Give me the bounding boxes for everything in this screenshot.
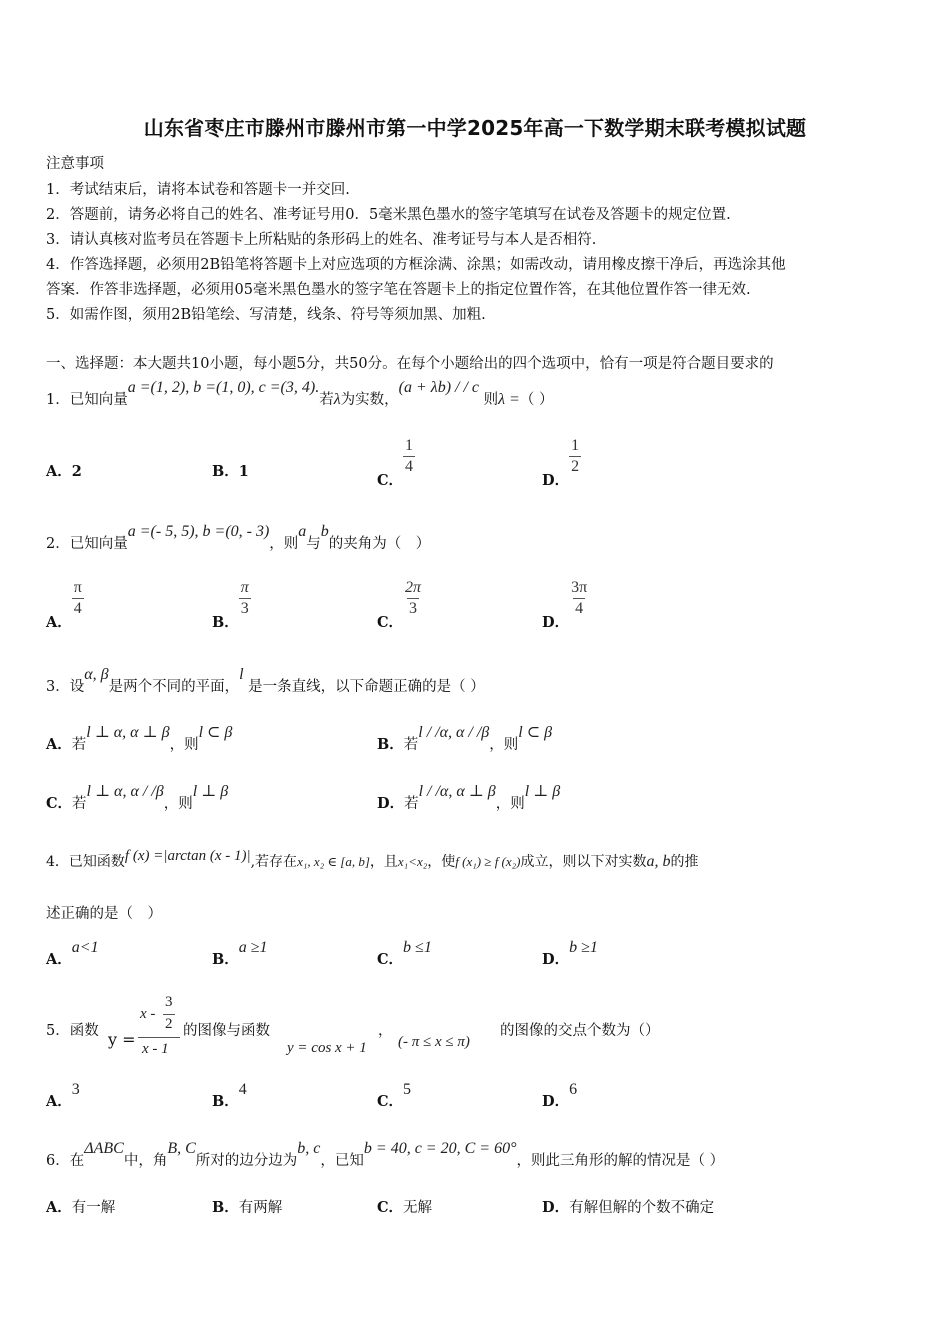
q5-option-c[interactable] <box>377 1081 412 1111</box>
question-text: 是一条直线，以下命题正确的是（ ） <box>248 679 485 695</box>
q6-option-c[interactable] <box>377 1196 432 1217</box>
option-text: 有一解 <box>71 1200 116 1216</box>
q3-option-a[interactable] <box>46 724 233 754</box>
question-text: ，且 <box>369 854 398 870</box>
question-text: 成立，则以下对实数 <box>520 854 647 870</box>
fraction <box>403 436 415 477</box>
q1-option-d[interactable] <box>542 436 581 489</box>
math-expression: a ≥1 <box>238 939 268 956</box>
math-expression: l ⊂ β <box>518 724 553 741</box>
option-value: 3 <box>71 1081 80 1098</box>
q6-option-d[interactable] <box>542 1196 714 1217</box>
inner-numerator: 3 <box>165 994 173 1010</box>
option-text: 有解但解的个数不确定 <box>569 1200 715 1216</box>
math-expression: b, c <box>297 1140 321 1157</box>
option-text: ，则 <box>489 737 519 753</box>
q5-option-d[interactable] <box>542 1081 578 1111</box>
fraction <box>72 578 84 619</box>
q2-option-d[interactable] <box>542 578 589 631</box>
option-label: B． <box>212 463 239 480</box>
q4-option-b[interactable] <box>212 939 268 969</box>
fraction-numerator: 3π <box>571 579 588 596</box>
question-3 <box>46 666 485 696</box>
question-text: 设 <box>69 679 85 695</box>
inner-denominator: 2 <box>165 1016 173 1032</box>
math-expression: λ = <box>498 391 520 408</box>
fraction-denominator: 3 <box>240 600 249 617</box>
fraction-denominator: 4 <box>405 458 414 475</box>
question-number: 6． <box>46 1153 70 1169</box>
fraction <box>569 436 581 477</box>
fraction-denominator: 4 <box>575 600 584 617</box>
notice-item-1: 1．考试结束后，请将本试卷和答题卡一并交回. <box>46 182 350 198</box>
math-expression: b ≤1 <box>403 939 432 956</box>
math-expression: b <box>320 523 329 540</box>
main-fraction-bar <box>138 1037 180 1038</box>
q4-option-c[interactable] <box>377 939 432 969</box>
question-text: ，则 <box>269 536 299 552</box>
math-expression: b ≥1 <box>569 939 598 956</box>
math-expression: ΔABC <box>84 1140 124 1157</box>
fraction-numerator: π <box>240 579 249 596</box>
math-expression: y = <box>108 1030 136 1049</box>
math-expression: a =(- 5, 5), b =(0, - 3) <box>127 523 270 540</box>
option-text: 若 <box>403 737 419 753</box>
question-text: 若 <box>319 392 334 408</box>
math-expression: l / /α, α / /β <box>418 724 490 741</box>
option-label: A． <box>46 951 72 968</box>
fraction-numerator: π <box>73 579 82 596</box>
q4-option-d[interactable] <box>542 939 598 969</box>
fraction-denominator: 4 <box>73 600 82 617</box>
math-expression: a, b <box>646 853 671 870</box>
question-1 <box>46 379 554 409</box>
math-expression: f (x₁) ≥ f (x₂) <box>455 854 521 869</box>
math-expression: B, C <box>167 1140 196 1157</box>
fraction-denominator: 2 <box>571 458 580 475</box>
q6-option-b[interactable] <box>212 1196 282 1217</box>
option-label: C． <box>377 471 404 489</box>
math-expression: x₁<x₂ <box>397 854 428 869</box>
option-text: 有两解 <box>238 1200 283 1216</box>
question-2 <box>46 523 431 553</box>
option-label: C． <box>46 795 73 812</box>
question-text: 与 <box>306 536 321 552</box>
option-label: D． <box>542 1093 570 1110</box>
fraction <box>403 578 423 619</box>
question-text: ，则此三角形的解的情况是（ ） <box>516 1153 725 1169</box>
math-expression: (a + λb) / / c <box>398 379 480 396</box>
notice-item-4-cont: 答案．作答非选择题，必须用05毫米黑色墨水的签字笔在答题卡上的指定位置作答，在其他位置作答一律无效. <box>46 282 751 298</box>
option-label: D． <box>542 1199 570 1216</box>
fraction <box>569 578 589 619</box>
option-label: B． <box>212 951 239 968</box>
question-4-continued: 述正确的是（ ） <box>46 906 162 922</box>
notice-item-2: 2．答题前，请务必将自己的姓名、准考证号用0．5毫米黑色墨水的签字笔填写在试卷及答题卡的规定位置. <box>46 207 731 223</box>
option-text: 若 <box>72 796 87 812</box>
option-label: B． <box>212 1093 239 1110</box>
question-number: 5． <box>46 1023 70 1039</box>
q2-option-a[interactable] <box>46 578 84 631</box>
question-5-prefix <box>46 1019 99 1040</box>
option-label: C． <box>377 951 404 968</box>
option-label: D． <box>542 613 570 631</box>
notice-item-5: 5．如需作图，须用2B铅笔绘、写清楚，线条、符号等须加黑、加粗. <box>46 307 486 323</box>
question-text: 已知函数 <box>68 854 125 870</box>
option-label: B． <box>377 736 404 753</box>
question-number: 4． <box>46 854 69 870</box>
question-text: 则 <box>483 392 499 408</box>
math-expression: l ⊥ β <box>524 783 561 800</box>
section-heading: 一、选择题：本大题共10小题，每小题5分，共50分。在每个小题给出的四个选项中，恰有一项是符合题目要求的 <box>46 356 774 372</box>
math-expression: α, β <box>84 666 109 683</box>
question-number: 3． <box>46 679 70 695</box>
question-text: 函数 <box>69 1023 99 1039</box>
math-expression: y = cos x + 1 <box>287 1040 367 1056</box>
fraction <box>239 578 251 619</box>
notice-heading: 注意事项 <box>46 156 104 172</box>
q5-option-a[interactable] <box>46 1081 80 1111</box>
question-text: 所对的边分边为 <box>195 1153 298 1169</box>
page-title: 山东省枣庄市滕州市滕州市第一中学2025年高一下数学期末联考模拟试题 <box>143 116 807 140</box>
q6-option-a[interactable] <box>46 1196 115 1217</box>
option-text: 若 <box>404 796 419 812</box>
math-expression: a <box>298 523 307 540</box>
option-label: B． <box>212 1199 239 1216</box>
notice-item-4: 4．作答选择题，必须用2B铅笔将答题卡上对应选项的方框涂满、涂黑；如需改动，请用橡皮擦干净后，再选涂其他 <box>46 257 786 273</box>
notice-item-3: 3．请认真核对监考员在答题卡上所粘贴的条形码上的姓名、准考证号与本人是否相符. <box>46 232 597 248</box>
q1-option-a[interactable] <box>46 460 82 481</box>
math-expression: a<1 <box>71 939 99 956</box>
option-value: 6 <box>569 1081 578 1098</box>
math-expression: l / /α, α ⊥ β <box>418 783 496 800</box>
fraction-denominator: 3 <box>409 600 418 617</box>
question-5-text: 的图像与函数 <box>183 1023 270 1039</box>
question-number: 1． <box>46 392 70 408</box>
math-expression: a =(1, 2), b =(1, 0), c =(3, 4). <box>127 379 320 396</box>
q3-option-d[interactable] <box>377 783 561 813</box>
math-expression: x₁, x₂ ∈ [a, b] <box>297 854 370 869</box>
option-label: A． <box>46 463 72 480</box>
math-expression: b = 40, c = 20, C = 60° <box>363 1140 517 1157</box>
option-value: 2 <box>71 463 82 480</box>
fraction-numerator-part: x - <box>140 1006 156 1022</box>
math-expression: λ <box>333 391 341 408</box>
complex-fraction <box>138 994 180 1064</box>
option-label: D． <box>377 795 405 812</box>
q3-option-c[interactable] <box>46 783 229 813</box>
option-label: D． <box>542 471 570 489</box>
option-value: 4 <box>238 1081 247 1098</box>
q1-option-c[interactable] <box>377 436 415 489</box>
option-label: A． <box>46 736 72 753</box>
option-label: A． <box>46 1199 72 1216</box>
question-5-tail: 的图像的交点个数为（） <box>500 1023 660 1039</box>
math-expression: l ⊥ α, α / /β <box>86 783 164 800</box>
option-text: ，则 <box>163 796 193 812</box>
question-text: ,若存在 <box>250 854 298 870</box>
fraction-numerator: 1 <box>571 437 580 454</box>
question-text: 为实数， <box>340 392 399 408</box>
question-4 <box>46 848 699 871</box>
question-text: 已知向量 <box>69 536 128 552</box>
option-label: A． <box>46 1093 72 1110</box>
question-text: 的推 <box>670 854 699 870</box>
math-expression: f (x) =|arctan (x - 1)| <box>124 848 251 864</box>
option-label: B． <box>212 613 239 631</box>
q1-option-b[interactable] <box>212 460 249 481</box>
option-label: C． <box>377 1199 404 1216</box>
fraction-numerator: 2π <box>405 579 422 596</box>
question-text: 已知向量 <box>69 392 128 408</box>
fraction-denominator: x - 1 <box>142 1041 169 1057</box>
question-5-comma: ， <box>378 1023 393 1039</box>
question-text: 的夹角为（ ） <box>328 536 431 552</box>
question-text: 是两个不同的平面， <box>108 679 240 695</box>
inner-fraction-bar <box>163 1014 175 1015</box>
question-number: 2． <box>46 536 70 552</box>
q2-option-b[interactable] <box>212 578 251 631</box>
question-6 <box>46 1140 725 1170</box>
option-label: C． <box>377 613 404 631</box>
math-expression: (- π ≤ x ≤ π) <box>398 1034 470 1050</box>
fraction-numerator: 1 <box>405 437 414 454</box>
q4-option-a[interactable] <box>46 939 99 969</box>
math-expression: l <box>239 666 244 683</box>
option-label: D． <box>542 951 570 968</box>
question-text: （ ） <box>519 392 554 408</box>
option-text: ，则 <box>169 737 199 753</box>
q2-option-c[interactable] <box>377 578 423 631</box>
math-expression: l ⊥ β <box>192 783 229 800</box>
question-text: ，已知 <box>320 1153 364 1169</box>
option-label: C． <box>377 1093 404 1110</box>
option-label: A． <box>46 613 72 631</box>
option-value: 1 <box>238 463 249 480</box>
math-expression: l ⊂ β <box>198 724 233 741</box>
math-expression: l ⊥ α, α ⊥ β <box>86 724 170 741</box>
option-text: 无解 <box>403 1200 433 1216</box>
option-text: 若 <box>71 737 87 753</box>
question-text: 在 <box>69 1153 85 1169</box>
q5-option-b[interactable] <box>212 1081 247 1111</box>
option-text: ，则 <box>495 796 525 812</box>
question-text: ，使 <box>427 854 456 870</box>
option-value: 5 <box>403 1081 412 1098</box>
question-text: 中，角 <box>123 1153 168 1169</box>
q3-option-b[interactable] <box>377 724 553 754</box>
